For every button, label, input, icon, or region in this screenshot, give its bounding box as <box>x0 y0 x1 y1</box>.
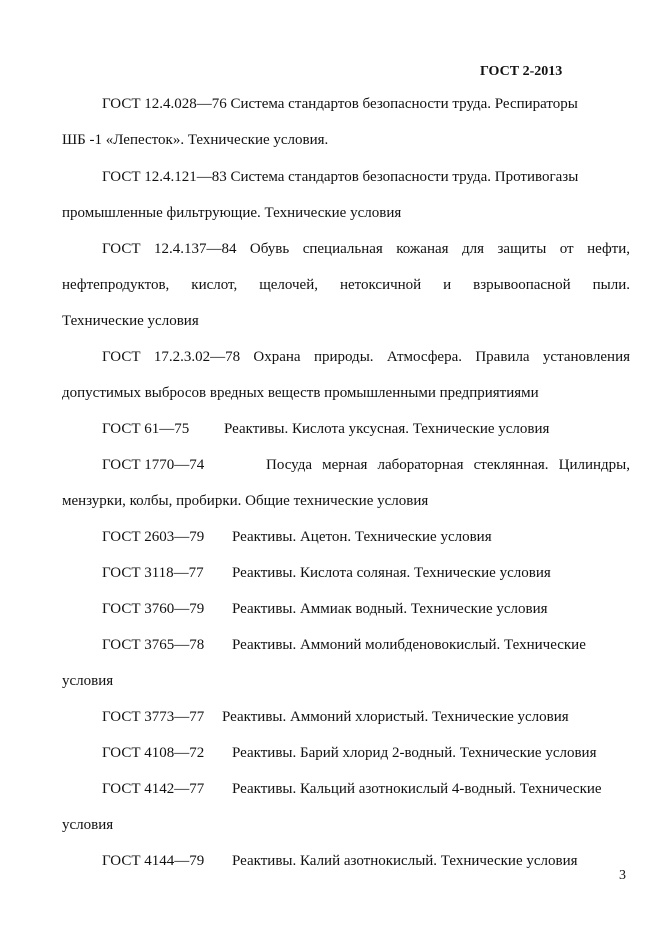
standard-title: Реактивы. Калий азотнокислый. Технические условия <box>232 853 578 869</box>
standard-title: Реактивы. Аммоний хлористый. Технические условия <box>222 709 569 725</box>
standard-title: Реактивы. Барий хлорид 2-водный. Технические условия <box>232 745 597 761</box>
reference-entry <box>102 636 630 654</box>
reference-line: условия <box>62 673 114 689</box>
reference-entry <box>102 852 630 870</box>
standard-title: Реактивы. Аммоний молибденовокислый. Технические <box>232 637 586 653</box>
standard-code: ГОСТ 3118—77 <box>102 565 204 581</box>
reference-line: нефтепродуктов, кислот, щелочей, нетоксичной и взрывоопасной пыли. <box>62 277 630 293</box>
reference-line: Технические условия <box>62 313 199 329</box>
document-code-header: ГОСТ 2-2013 <box>480 64 563 79</box>
standard-code: ГОСТ 4144—79 <box>102 853 205 869</box>
standard-title: Посуда мерная лабораторная стеклянная. Цилиндры, <box>266 457 630 473</box>
standard-title: Реактивы. Ацетон. Технические условия <box>232 529 492 545</box>
reference-line: допустимых выбросов вредных веществ промышленными предприятиями <box>62 385 539 401</box>
standard-code: ГОСТ 4108—72 <box>102 745 205 761</box>
reference-entry <box>102 564 630 582</box>
reference-entry <box>102 456 630 474</box>
standard-code: ГОСТ 61—75 <box>102 421 190 437</box>
standard-title: Реактивы. Кальций азотнокислый 4-водный. Технические <box>232 781 602 797</box>
standard-title: Реактивы. Аммиак водный. Технические условия <box>232 601 548 617</box>
reference-entry <box>102 780 630 798</box>
standard-title: Реактивы. Кислота соляная. Технические условия <box>232 565 551 581</box>
reference-entry <box>102 744 630 762</box>
reference-line: мензурки, колбы, пробирки. Общие технические условия <box>62 493 429 509</box>
standard-code: ГОСТ 2603—79 <box>102 529 205 545</box>
reference-line: ГОСТ 12.4.121—83 Система стандартов безопасности труда. Противогазы <box>102 169 579 185</box>
reference-entry <box>102 708 630 726</box>
reference-line: ШБ -1 «Лепесток». Технические условия. <box>62 132 329 148</box>
reference-line: ГОСТ 12.4.137—84 Обувь специальная кожаная для защиты от нефти, <box>102 241 630 257</box>
reference-line: условия <box>62 817 114 833</box>
standard-code: ГОСТ 3760—79 <box>102 601 205 617</box>
standard-code: ГОСТ 3773—77 <box>102 709 205 725</box>
page-number: 3 <box>619 868 626 883</box>
reference-line: ГОСТ 12.4.028—76 Система стандартов безопасности труда. Респираторы <box>102 96 578 112</box>
standard-code: ГОСТ 1770—74 <box>102 457 205 473</box>
reference-entry <box>102 528 630 546</box>
reference-entry <box>102 600 630 618</box>
standard-title: Реактивы. Кислота уксусная. Технические условия <box>224 421 550 437</box>
reference-line: ГОСТ 17.2.3.02—78 Охрана природы. Атмосфера. Правила установления <box>102 349 630 365</box>
standard-code: ГОСТ 4142—77 <box>102 781 205 797</box>
reference-line: промышленные фильтрующие. Технические условия <box>62 205 402 221</box>
reference-entry <box>102 420 630 438</box>
standard-code: ГОСТ 3765—78 <box>102 637 205 653</box>
